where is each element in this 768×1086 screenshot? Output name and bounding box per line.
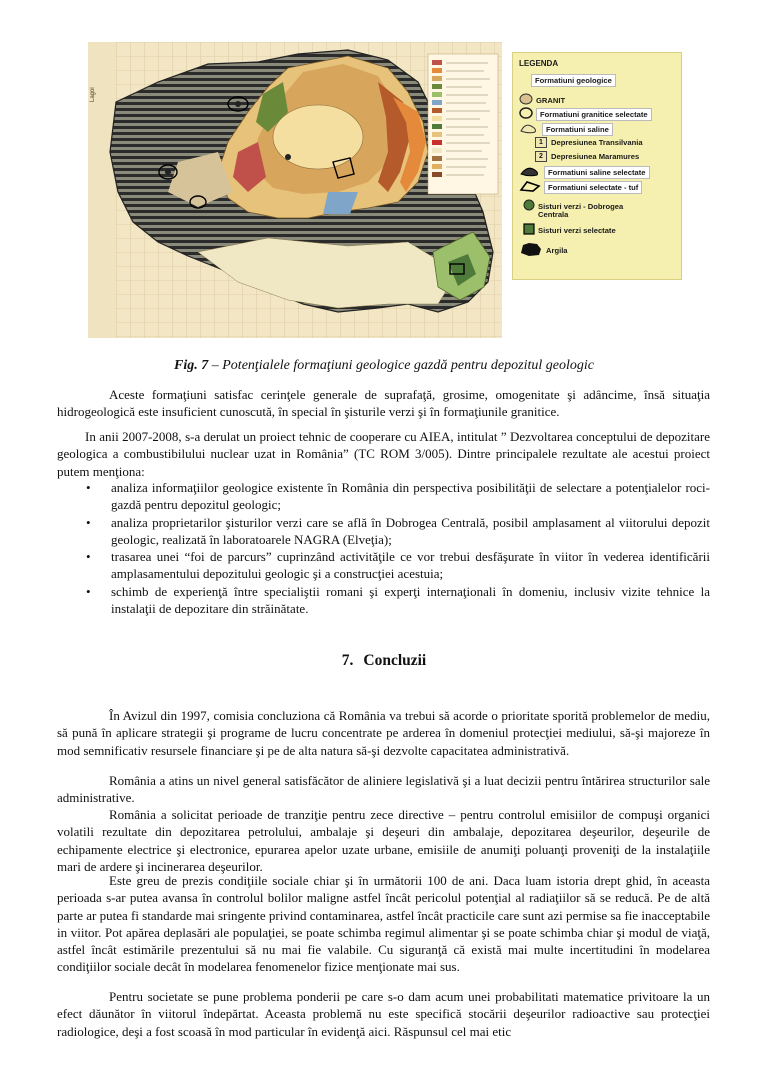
legend-label: Formatiuni selectate - tuf <box>544 181 642 194</box>
map-inner-legend <box>428 54 498 194</box>
paragraph-conclusion-4: Este greu de prezis condiţiile sociale chiar şi în următorii 100 de ani. Daca luam istoria drept ghid, în aceasta perioada s-ar putea avansa în controlul bolilor maligne astfel încât pericolul potenţial al radiaţiilor să se reducă. Pe de altă parte ar putea fi standarde mai sringente privind contaminarea, astfel încât practicile care sunt azi permise sa fie inacceptabile in viitor. Pot apărea deplasări ale populaţiei, se poate schimba regimul alimentar şi se poate schimba chiar şi modul de viaţă, astfel încât estimările prezentului să nu mai fie valabile. Cu siguranţă că există mai multe incertitudini în modelarea condiţiilor sociale decât în modelarea fenomenelor fizice menţionate mai sus. <box>57 873 710 975</box>
legend-item-selected-saline <box>519 165 650 179</box>
figure-caption <box>0 358 768 374</box>
list-item-text: analiza proprietarilor şisturilor verzi care se află în Dobrogea Centrală, posibil amplasament al viitorului depozit geologic, realizată în laboratoarele NAGRA (Elveţia); <box>111 514 710 547</box>
legend-item-maramures <box>535 151 639 162</box>
legend-label: Formatiuni granitice selectate <box>536 108 652 121</box>
clay-marker-icon <box>519 241 543 259</box>
legend-label: Depresiunea Transilvania <box>551 138 643 147</box>
legend-label: Formatiuni saline selectate <box>544 166 650 179</box>
map-legend <box>512 52 682 280</box>
legend-item-selected-green-schists <box>523 223 616 237</box>
legend-label: Argila <box>546 245 568 255</box>
legend-item-green-schists-cont <box>538 210 568 219</box>
section-number: 7. <box>341 652 354 669</box>
section-title: Concluzii <box>363 652 427 669</box>
box-number: 1 <box>535 137 547 148</box>
section-heading <box>0 652 768 670</box>
bullet-icon: • <box>86 549 91 565</box>
legend-item-transylvania <box>535 137 643 148</box>
list-item <box>57 514 710 549</box>
legend-item-selected-tuff <box>519 180 642 194</box>
paragraph-conclusion-3: România a solicitat perioade de tranziţie pentru zece directive – pentru controlul emisiilor de compuşi organici volatili rezultate din depozitarea petrolului, ambalaje şi deşeuri din ambalaje, depozitarea deşeurilor, deşeurile de echipamente electrice şi electronice, epurarea apelor uzate urbane, emisiile de anumiţi poluanţi proveniţi de la instalaţiile mari de ardere şi incinerarea deşeurilor. <box>57 807 710 874</box>
legend-label: Formatiuni geologice <box>531 74 616 87</box>
tuff-marker-icon <box>519 180 541 194</box>
legend-label: Formatiuni saline <box>542 123 613 136</box>
romania-map-graphic <box>88 42 502 338</box>
selected-granite-marker-icon <box>519 107 533 121</box>
legend-label: GRANIT <box>536 95 566 105</box>
selected-schist-marker-icon <box>523 223 535 237</box>
bullet-icon: • <box>86 583 91 599</box>
geological-map <box>88 42 502 338</box>
legend-item-saline <box>519 122 613 136</box>
legend-label: Sisturi verzi selectate <box>538 225 616 235</box>
list-item-text: schimb de experienţă între specialiştii romani şi experţi internaţionali în domeniu, inclusiv vizite tehnice la instalaţii de depozitare din străinătate. <box>111 583 710 617</box>
paragraph-conclusion-2: România a atins un nivel general satisfăcător de aliniere legislativă şi a luat decizii pentru întărirea structurilor sale administrative. <box>57 773 710 806</box>
map-side-label: Lagoi <box>90 87 96 102</box>
legend-item-selected-granite <box>519 107 652 121</box>
paragraph-aiea-project: In anii 2007-2008, s-a derulat un proiect tehnic de cooperare cu AIEA, intitulat ” Dezvoltarea conceptului de depozitare geologica a combustibilului nuclear uzat in România” (TC ROM 3/005). Dintre principalele rezultate ale acestui proiect putem menţiona: <box>57 429 710 479</box>
bullet-icon: • <box>86 480 91 495</box>
paragraph-conclusion-1: În Avizul din 1997, comisia concluziona că România va trebui să acorde o prioritate sporită problemelor de mediu, să pună în aplicare strategii şi programe de lucru concentrate pe arderea în domeniul protecţiei mediului, să-şi majoreze în mod semnificativ resursele financiare şi pe de alta natura să-şi dezvolte capacitatea administrativă. <box>57 708 710 758</box>
granite-marker-icon <box>519 93 533 107</box>
saline-marker-icon <box>519 122 539 136</box>
green-schist-marker-icon <box>523 199 535 213</box>
bullet-icon: • <box>86 514 91 530</box>
paragraph-formations: Aceste formaţiuni satisfac cerinţele generale de suprafaţă, grosime, omogenitate şi adâncime, însă situaţia hidrogeologică este insuficient cunoscută, în special în şisturile verzi şi în formaţiunile granitice. <box>57 387 710 420</box>
list-item <box>57 548 710 583</box>
paragraph-conclusion-5: Pentru societate se pune problema ponderii pe care s-o dam acum unei probabilitati matematice privitoare la un efect dăunător în viitorul îndepărtat. Aceasta problemă nu este specifică stocării deşeurilor radioactive sau protecţiei radiologice, deşi a fost scoasă în mod particular în evidenţă aici. Răspunsul cel mai etic <box>57 989 710 1039</box>
legend-label: Depresiunea Maramures <box>551 152 640 161</box>
legend-item-geological-formations <box>531 74 616 87</box>
legend-item-clay <box>519 241 568 259</box>
legend-label: Centrala <box>538 210 569 219</box>
results-list <box>57 479 710 617</box>
legend-item-granite <box>519 93 565 107</box>
figure-caption-label: Fig. 7 <box>174 358 209 373</box>
list-item <box>57 479 710 514</box>
legend-label: Sisturi verzi - Dobrogea <box>538 201 624 211</box>
figure-caption-text: – Potenţialele formaţiuni geologice gazdă pentru depozitul geologic <box>208 358 594 373</box>
box-number: 2 <box>535 151 547 162</box>
selected-saline-marker-icon <box>519 165 541 179</box>
list-item-text: trasarea unei “foi de parcurs” cuprinzând activităţile ce vor trebui desfăşurate în viitor în vederea identificării amplasamentului depozitului geologic şi a construcţiei acestuia; <box>111 549 710 582</box>
legend-title: LEGENDA <box>519 59 559 68</box>
list-item-text: analiza informaţiilor geologice existente în România din perspectiva posibilităţii de selectare a potenţialelor roci-gazdă pentru depozitul geologic; <box>111 480 710 513</box>
list-item <box>57 583 710 618</box>
